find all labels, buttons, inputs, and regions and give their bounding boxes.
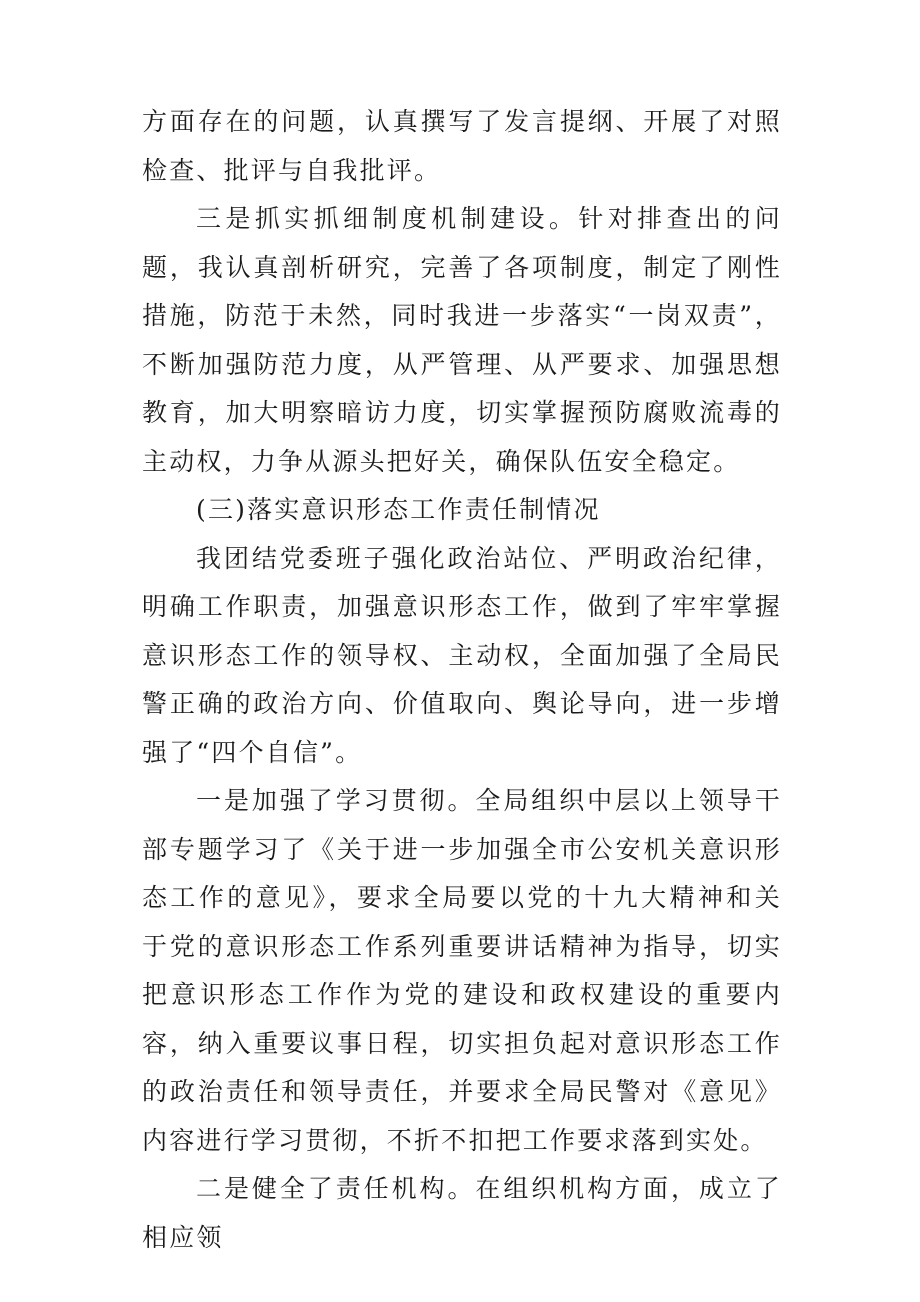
paragraph-3: 我团结党委班子强化政治站位、严明政治纪律，明确工作职责，加强意识形态工作，做到了牢牢掌握意识形态工作的领导权、主动权，全面加强了全局民警正确的政治方向、价值取向、舆论导向，进一步增强了“四个自信”。 [142,543,782,767]
paragraph-5: 二是健全了责任机构。在组织机构方面，成立了相应领 [142,1174,782,1252]
section-heading: (三)落实意识形态工作责任制情况 [196,495,601,524]
paragraph-1: 方面存在的问题，认真撰写了发言提纲、开展了对照检查、批评与自我批评。 [142,107,782,185]
paragraph-4: 一是加强了学习贯彻。全局组织中层以上领导干部专题学习了《关于进一步加强全市公安机关意识形态工作的意见》，要求全局要以党的十九大精神和关于党的意识形态工作系列重要讲话精神为指导，切实把意识形态工作作为党的建设和政权建设的重要内容，纳入重要议事日程，切实担负起对意识形态工作的政治责任和领导责任，并要求全局民警对《意见》内容进行学习贯彻，不折不扣把工作要求落到实处。 [142,786,782,1155]
paragraph-2: 三是抓实抓细制度机制建设。针对排查出的问题，我认真剖析研究，完善了各项制度，制定了刚性措施，防范于未然，同时我进一步落实“一岗双责”，不断加强防范力度，从严管理、从严要求、加强思想教育，加大明察暗访力度，切实掌握预防腐败流毒的主动权，力争从源头把好关，确保队伍安全稳定。 [142,204,782,476]
document-body [142,98,782,1262]
